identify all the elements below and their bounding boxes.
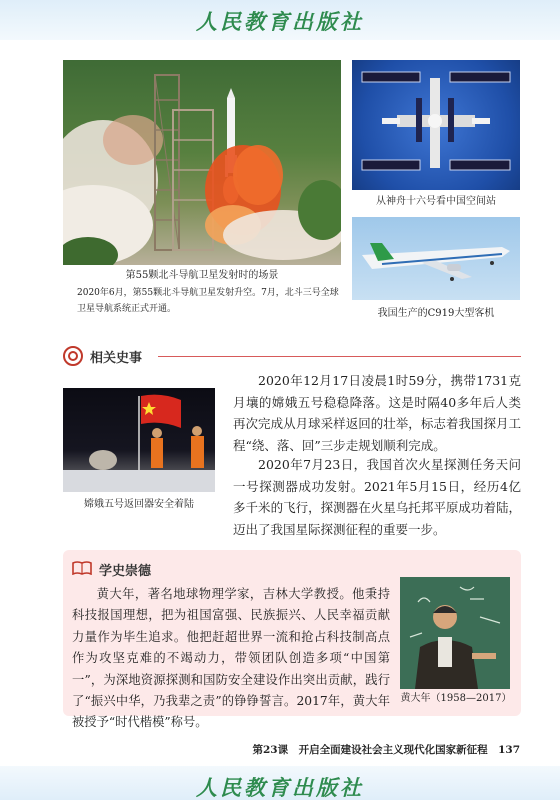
history-section-icon xyxy=(63,346,83,366)
history-section-rule xyxy=(158,356,521,357)
rocket-launch-photo xyxy=(63,60,341,265)
history-section-heading xyxy=(63,345,521,369)
rocket-launch-illustration xyxy=(63,60,341,265)
c919-plane-photo xyxy=(352,217,520,300)
station-caption: 从神舟十六号看中国空间站 xyxy=(376,196,496,207)
history-paragraph-1: 2020年12月17日凌晨1时59分，携带1731克月壤的嫦娥五号稳稳降落。这是时隔40多年后人类再次完成从月球采样返回的壮举，标志着我国探月工程“绕、落、回”三步走规划顺利完成。 xyxy=(233,373,521,453)
rocket-caption-title: 第55颗北斗导航卫星发射时的场景 xyxy=(125,270,279,281)
rocket-caption-body: 2020年6月，第55颗北斗导航卫星发射升空。7月，北斗三号全球卫星导航系统正式开通。 xyxy=(77,288,339,314)
c919-plane-illustration xyxy=(352,217,520,300)
virtue-box-text: 黄大年，著名地球物理学家，吉林大学教授。他秉持科技报国理想，把为祖国富强、民族振兴、人民幸福贡献力量作为毕生追求。他把赶超世界一流和抢占科技制高点作为攻坚克难的不竭动力，带领团队创造多项“中国第一”，为深地资源探测和国防安全建设作出突出贡献，践行了“振兴中华，乃我辈之责”的铮铮誓言。2017年，黄大年被授予“时代楷模”称号。 xyxy=(72,587,390,730)
huang-danian-portrait-photo xyxy=(400,577,510,689)
page-footer: 第23课 开启全面建设社会主义现代化国家新征程 137 xyxy=(252,744,520,756)
change5-landing-illustration xyxy=(63,388,215,492)
portrait-caption: 黄大年（1958—2017） xyxy=(400,693,512,704)
publisher-logo-top: 人民教育出版社 xyxy=(196,9,364,34)
open-book-icon xyxy=(72,560,92,575)
landing-caption: 嫦娥五号返回器安全着陆 xyxy=(84,499,194,510)
space-station-illustration xyxy=(352,60,520,190)
change5-landing-photo xyxy=(63,388,215,492)
portrait-illustration xyxy=(400,577,510,689)
publisher-logo-bottom: 人民教育出版社 xyxy=(196,775,364,800)
space-station-photo xyxy=(352,60,520,190)
plane-caption: 我国生产的C919大型客机 xyxy=(377,308,495,319)
virtue-box-title: 学史崇德 xyxy=(99,564,152,579)
history-section-title: 相关史事 xyxy=(90,351,143,366)
history-paragraph-2: 2020年7月23日，我国首次火星探测任务天问一号探测器成功发射。2021年5月15日，经历4亿多千米的飞行，探测器在火星乌托邦平原成功着陆，迈出了我国星际探测征程的重要一步。 xyxy=(233,457,521,537)
